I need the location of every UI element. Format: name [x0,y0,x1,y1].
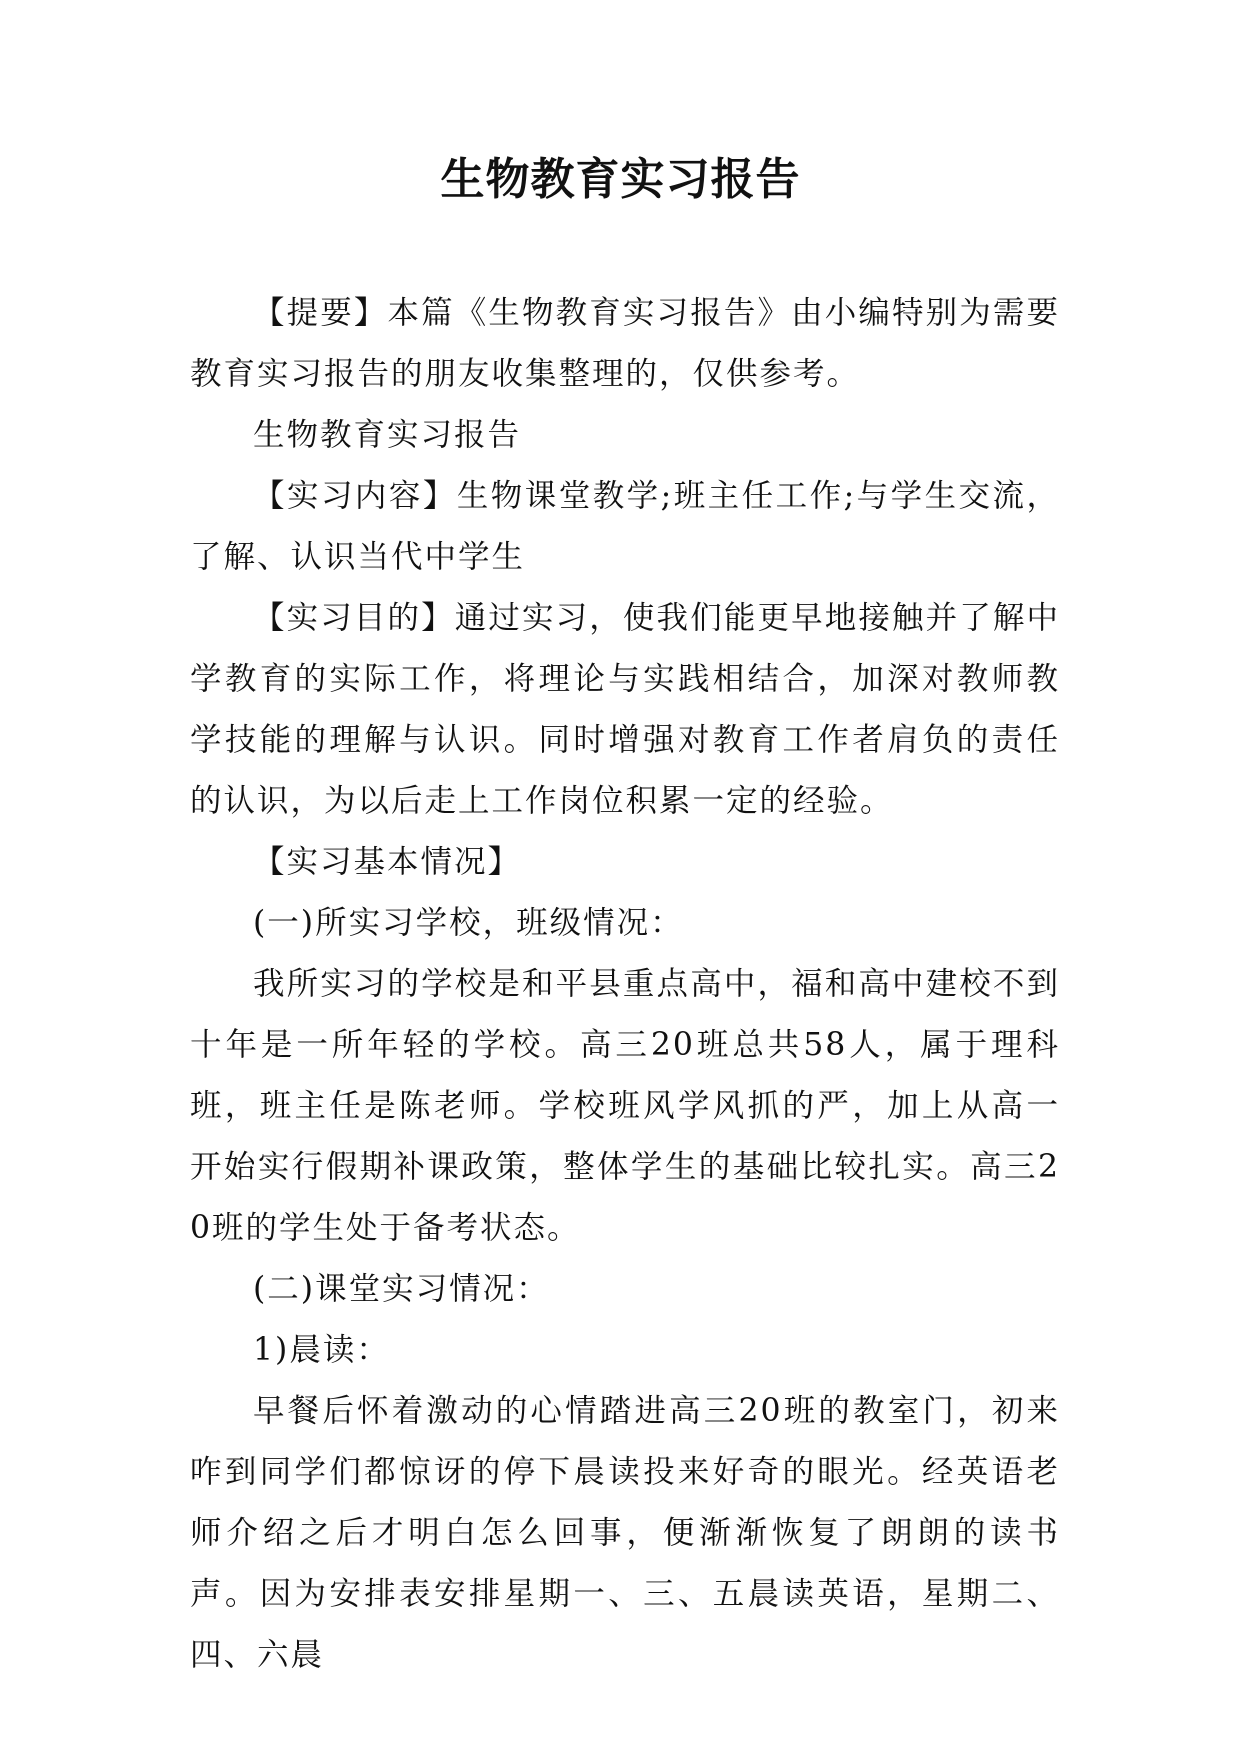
paragraph-content: 【实习内容】生物课堂教学;班主任工作;与学生交流，了解、认识当代中学生 [190,478,1060,575]
paragraph-abstract: 【提要】本篇《生物教育实习报告》由小编特别为需要教育实习报告的朋友收集整理的，仅供参考。 [190,295,1060,392]
paragraph-breakfast: 早餐后怀着激动的心情踏进高三20班的教室门，初来咋到同学们都惊讶的停下晨读投来好奇的眼光。经英语老师介绍之后才明白怎么回事，便渐渐恢复了朗朗的读书声。因为安排表安排星期一、三、五晨读英语，星期二、四、六晨 [190,1393,1060,1673]
document-title: 生物教育实习报告 [440,154,801,205]
paragraph-morning-reading: 1)晨读： [253,1332,390,1368]
paragraph-school: 我所实习的学校是和平县重点高中，福和高中建校不到十年是一所年轻的学校。高三20班总共58人，属于理科班，班主任是陈老师。学校班风学风抓的严，加上从高一开始实行假期补课政策，整体学生的基础比较扎实。高三20班的学生处于备考状态。 [190,966,1060,1246]
paragraph-purpose: 【实习目的】通过实习，使我们能更早地接触并了解中学教育的实际工作，将理论与实践相结合，加深对教师教学技能的理解与认识。同时增强对教育工作者肩负的责任的认识，为以后走上工作岗位积累一定的经验。 [190,600,1060,819]
paragraph-basic-heading: 【实习基本情况】 [253,844,522,880]
paragraph-section-one: (一)所实习学校，班级情况： [253,905,684,941]
paragraph-section-two: (二)课堂实习情况： [253,1271,550,1307]
document-body [190,283,1060,1686]
paragraph-subtitle: 生物教育实习报告 [253,417,522,453]
